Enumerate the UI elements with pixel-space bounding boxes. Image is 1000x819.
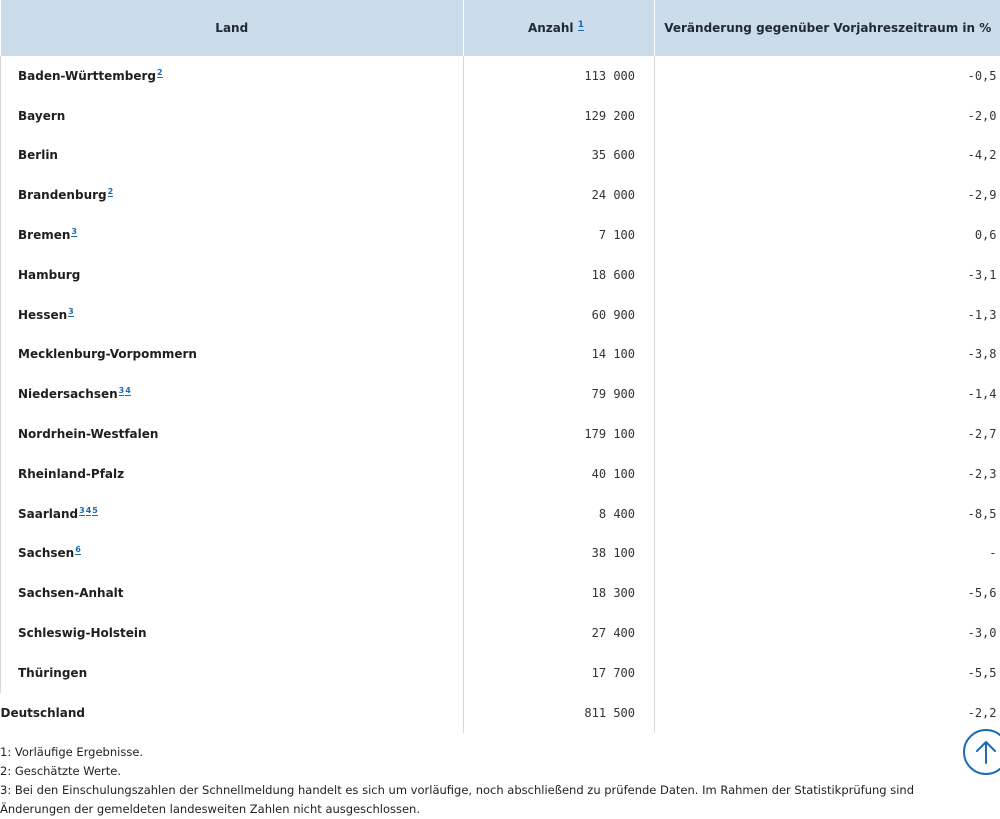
cell-change: -2,2 xyxy=(655,693,1000,733)
footnote-link[interactable]: 4 xyxy=(125,386,131,396)
land-name: Sachsen xyxy=(18,546,74,560)
cell-land xyxy=(1,175,464,215)
table-row xyxy=(1,295,1000,335)
land-name: Baden-Württemberg xyxy=(18,69,156,83)
cell-land: Deutschland xyxy=(1,693,464,733)
cell-change: -1,3 xyxy=(655,295,1000,335)
footnote-link[interactable]: 5 xyxy=(92,506,98,516)
column-header-change: Veränderung gegenüber Vorjahreszeitraum in % xyxy=(655,0,1000,56)
cell-change: -5,5 xyxy=(655,653,1000,693)
cell-land xyxy=(1,136,464,176)
land-name: Sachsen-Anhalt xyxy=(18,586,124,600)
cell-land xyxy=(1,335,464,375)
table-row xyxy=(1,175,1000,215)
land-name: Nordrhein-Westfalen xyxy=(18,427,158,441)
cell-anzahl: 79 900 xyxy=(464,374,655,414)
land-name: Schleswig-Holstein xyxy=(18,626,147,640)
footnotes xyxy=(0,743,980,819)
table-row xyxy=(1,494,1000,534)
cell-change: - xyxy=(655,534,1000,574)
land-name: Rheinland-Pfalz xyxy=(18,467,124,481)
table-row xyxy=(1,573,1000,613)
footnote-link[interactable]: 4 xyxy=(86,506,92,516)
land-name: Brandenburg xyxy=(18,188,107,202)
table-row xyxy=(1,374,1000,414)
cell-change: -2,0 xyxy=(655,96,1000,136)
table-row-total xyxy=(1,693,1000,733)
cell-land xyxy=(1,215,464,255)
cell-land xyxy=(1,454,464,494)
table-row xyxy=(1,136,1000,176)
footnote-link[interactable]: 3 xyxy=(119,386,125,396)
cell-change: -4,2 xyxy=(655,136,1000,176)
table-row xyxy=(1,414,1000,454)
cell-land xyxy=(1,255,464,295)
table-row xyxy=(1,613,1000,653)
table-row xyxy=(1,454,1000,494)
cell-land xyxy=(1,56,464,96)
cell-anzahl: 179 100 xyxy=(464,414,655,454)
column-header-anzahl: Anzahl $^1$ xyxy=(464,0,655,56)
cell-land xyxy=(1,613,464,653)
table-header-row xyxy=(1,0,1000,56)
cell-anzahl: 24 000 xyxy=(464,175,655,215)
footnote-link[interactable]: 3 xyxy=(79,506,85,516)
cell-change: -3,8 xyxy=(655,335,1000,375)
footnote-link[interactable]: 6 xyxy=(75,545,81,555)
cell-anzahl: 27 400 xyxy=(464,613,655,653)
footnote-1: 1: Vorläufige Ergebnisse. xyxy=(0,743,980,762)
footnote-link[interactable]: 2 xyxy=(157,68,163,78)
cell-anzahl: 14 100 xyxy=(464,335,655,375)
cell-change: -2,3 xyxy=(655,454,1000,494)
cell-land xyxy=(1,494,464,534)
column-header-land: Land xyxy=(1,0,464,56)
land-name: Bayern xyxy=(18,109,65,123)
footnote-2: 2: Geschätzte Werte. xyxy=(0,762,980,781)
land-name: Thüringen xyxy=(18,666,87,680)
cell-change: -2,7 xyxy=(655,414,1000,454)
table-row xyxy=(1,335,1000,375)
cell-anzahl: 113 000 xyxy=(464,56,655,96)
land-name: Hamburg xyxy=(18,268,80,282)
cell-land xyxy=(1,414,464,454)
cell-change: -5,6 xyxy=(655,573,1000,613)
footnote-link[interactable]: 3 xyxy=(68,307,74,317)
table-row xyxy=(1,96,1000,136)
cell-change: -3,0 xyxy=(655,613,1000,653)
cell-land xyxy=(1,295,464,335)
cell-land xyxy=(1,534,464,574)
cell-anzahl: 8 400 xyxy=(464,494,655,534)
footnote-3: 3: Bei den Einschulungszahlen der Schnellmeldung handelt es sich um vorläufige, noch abschließend zu prüfende Daten. Im Rahmen der Statistikprüfung sind Änderungen der gemeldeten landesweiten Zahlen nicht ausgeschlossen. xyxy=(0,781,980,819)
cell-anzahl: 38 100 xyxy=(464,534,655,574)
table-row xyxy=(1,534,1000,574)
table-row xyxy=(1,56,1000,96)
cell-land xyxy=(1,653,464,693)
cell-anzahl: 17 700 xyxy=(464,653,655,693)
cell-change: -1,4 xyxy=(655,374,1000,414)
cell-land xyxy=(1,374,464,414)
cell-change: -2,9 xyxy=(655,175,1000,215)
cell-anzahl: 35 600 xyxy=(464,136,655,176)
footnote-link[interactable]: 2 xyxy=(108,187,114,197)
cell-anzahl: 18 600 xyxy=(464,255,655,295)
cell-change: -3,1 xyxy=(655,255,1000,295)
arrow-up-icon xyxy=(975,739,997,765)
table-row xyxy=(1,653,1000,693)
land-name: Niedersachsen xyxy=(18,387,118,401)
table-row xyxy=(1,255,1000,295)
land-name: Mecklenburg-Vorpommern xyxy=(18,347,197,361)
cell-anzahl: 18 300 xyxy=(464,573,655,613)
land-name: Bremen xyxy=(18,228,70,242)
cell-land xyxy=(1,573,464,613)
cell-change: -0,5 xyxy=(655,56,1000,96)
footnote-link[interactable]: 1 xyxy=(578,20,584,31)
land-name: Berlin xyxy=(18,148,58,162)
cell-anzahl: 7 100 xyxy=(464,215,655,255)
cell-change: -8,5 xyxy=(655,494,1000,534)
cell-land xyxy=(1,96,464,136)
land-name: Saarland xyxy=(18,507,78,521)
cell-change: 0,6 xyxy=(655,215,1000,255)
cell-anzahl: 811 500 xyxy=(464,693,655,733)
cell-anzahl: 40 100 xyxy=(464,454,655,494)
cell-anzahl: 129 200 xyxy=(464,96,655,136)
cell-anzahl: 60 900 xyxy=(464,295,655,335)
table-row xyxy=(1,215,1000,255)
land-name: Hessen xyxy=(18,308,67,322)
footnote-link[interactable]: 3 xyxy=(71,227,77,237)
